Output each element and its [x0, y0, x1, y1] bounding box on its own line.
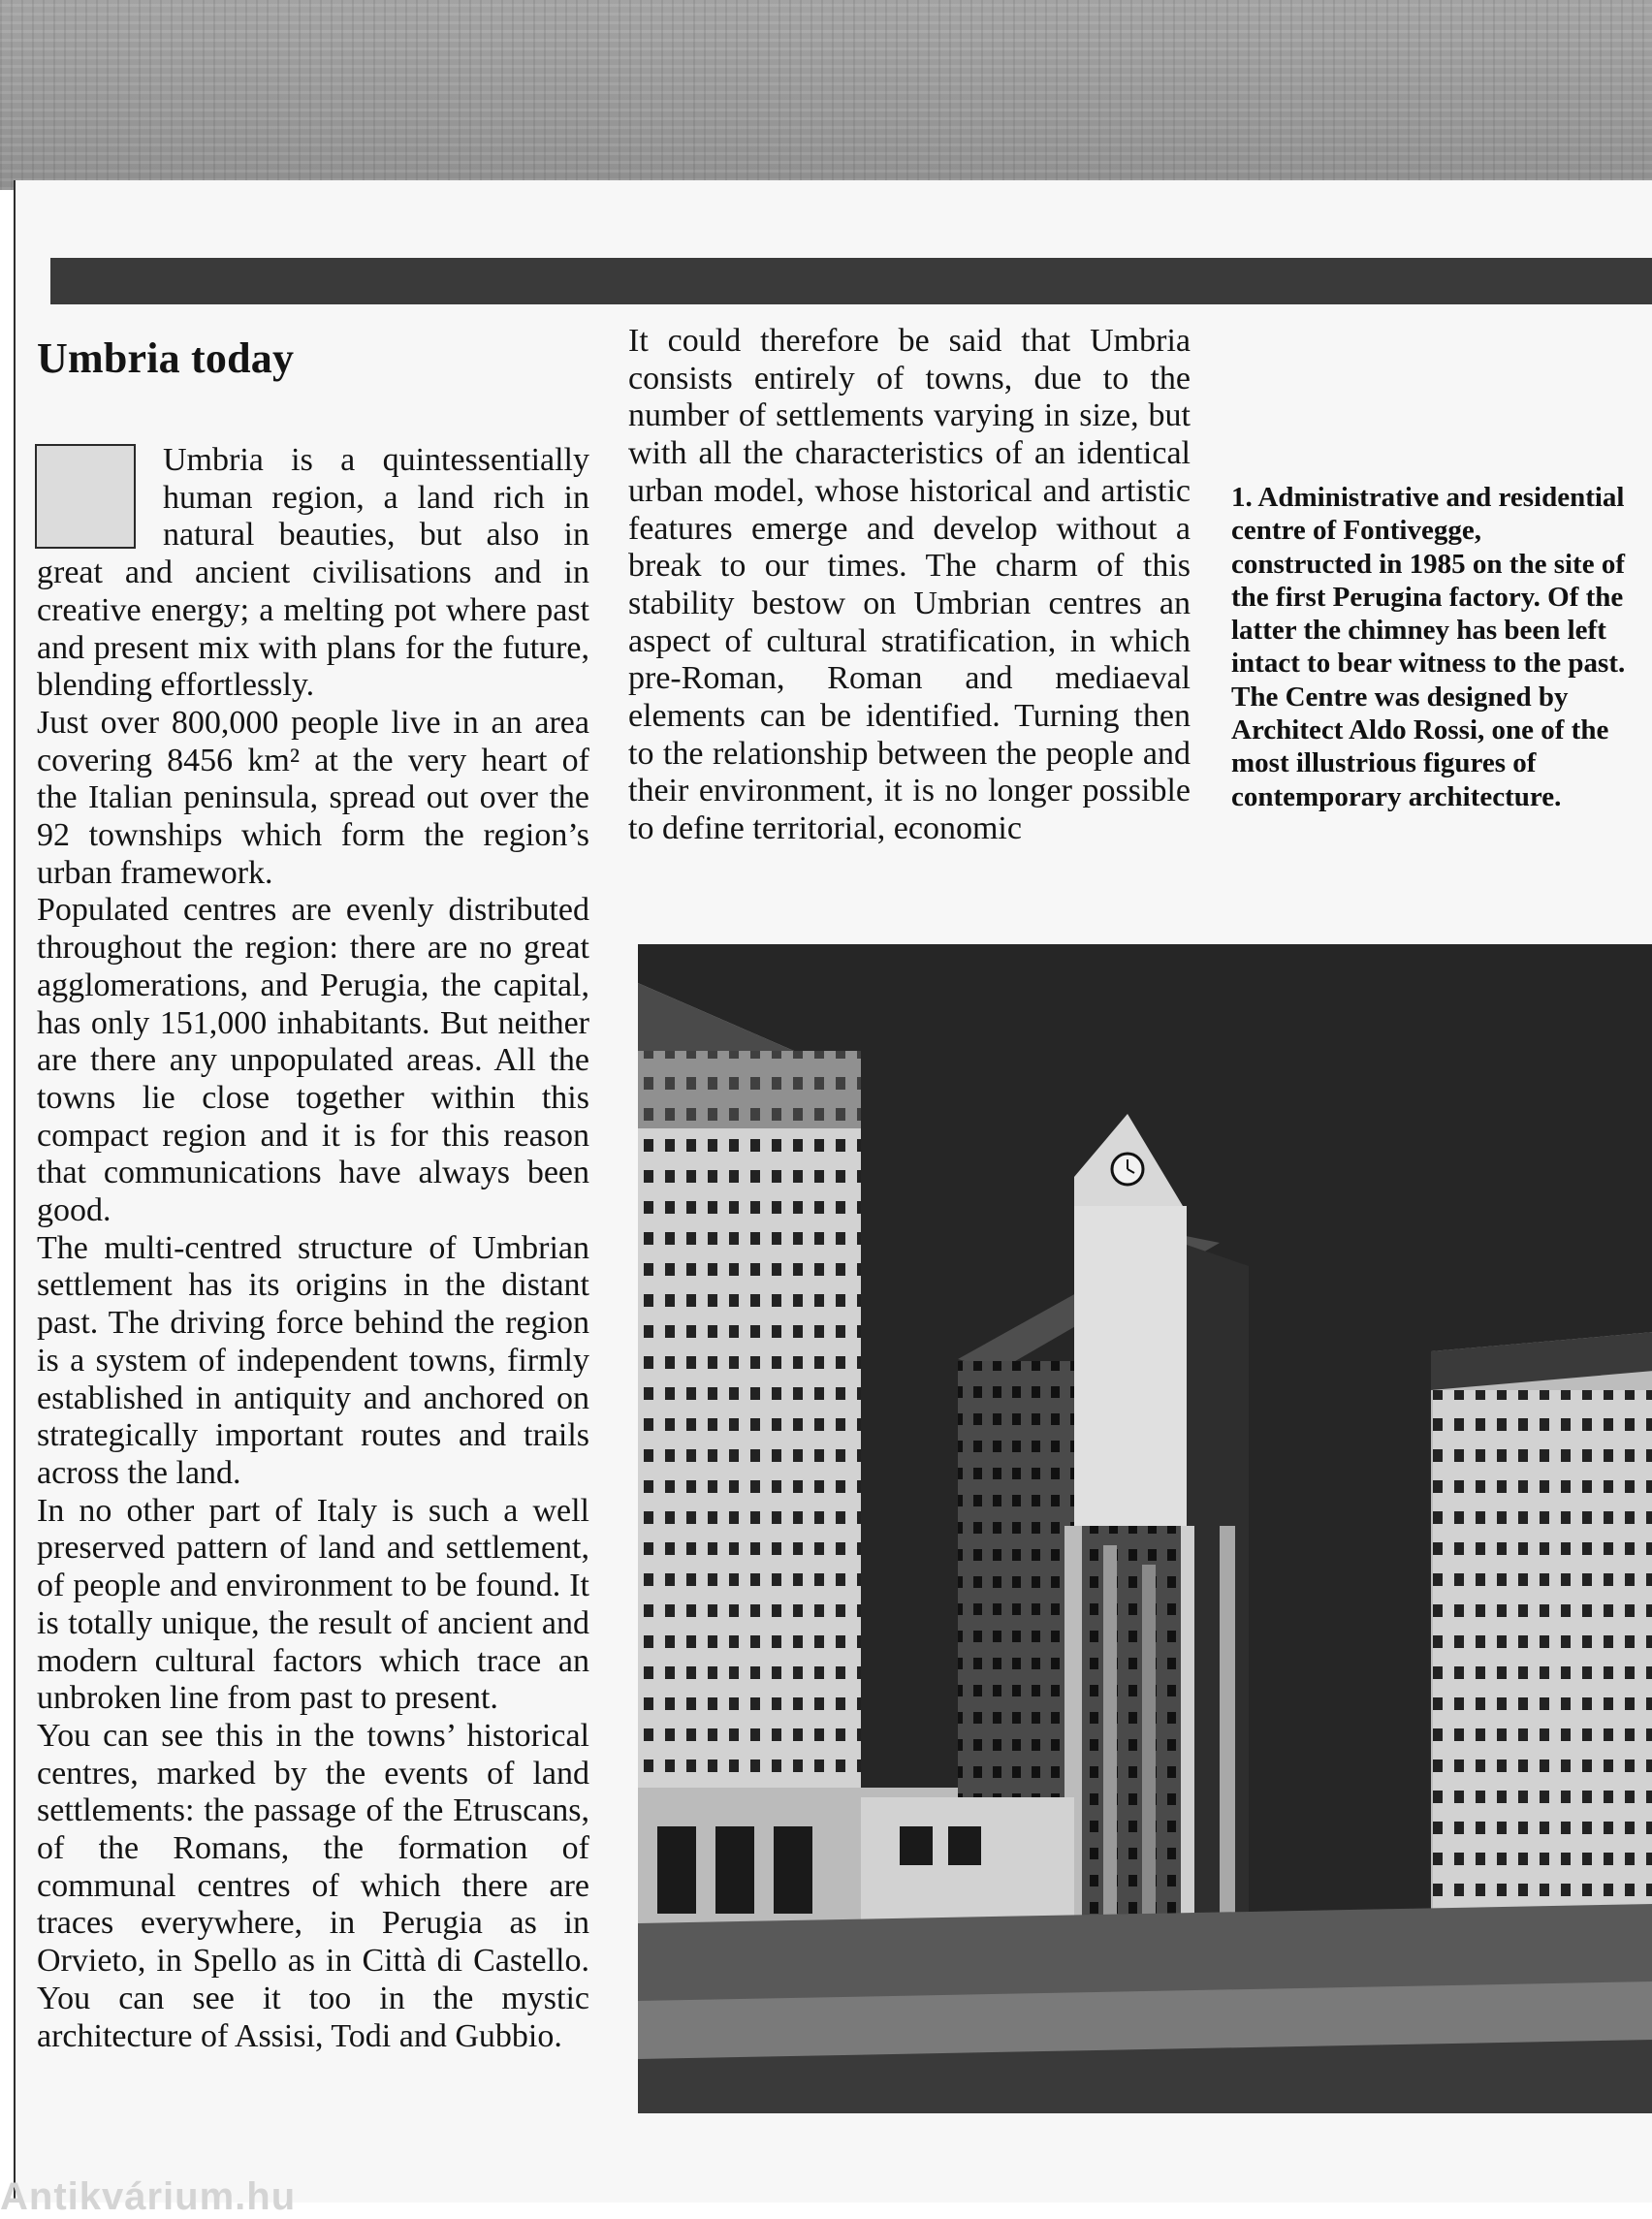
article-title: Umbria today	[37, 334, 295, 382]
paragraph: Populated centres are evenly distributed throughout the region: there are no great agglomerations, and Perugia, the capital, has only 151,000 inhabitants. But neither are there any unpopulated areas. All the towns lie close together within this compact region and it is for this reason that communications have always been good.	[37, 892, 589, 1229]
drop-cap-spacer	[37, 442, 163, 555]
photo-caption: 1. Administrative and residential centre of Fontivegge, constructed in 1985 on the site of the first Perugina factory. Of the latter the chimney has been left intact to bear witness to the past. The Centre was designed by Architect Aldo Rossi, one of the most illustrious figures of contemporary architecture.	[1231, 482, 1626, 812]
text-column-right	[628, 323, 1191, 852]
text-column-left	[37, 442, 589, 2055]
paragraph: The multi-centred structure of Umbrian settlement has its origins in the distant past. The driving force behind the region is a system of independent towns, firmly established in antiquity and anchored on strategically important routes and trails across the land.	[37, 1229, 589, 1491]
book-page	[14, 180, 1652, 2203]
paragraph: You can see this in the towns’ historical centres, marked by the events of land settlements: the passage of the Etruscans, of the Romans, the formation of communal centres of which there are traces everywhere, in Perugia as in Orvieto, in Spello as in Città di Castello. You can see it too in the mystic architecture of Assisi, Todi and Gubbio.	[37, 1717, 589, 2054]
paragraph: In no other part of Italy is such a well preserved pattern of land and settlement, of people and environment to be found. It is totally unique, the result of ancient and modern cultural factors which trace an unbroken line from past to present.	[37, 1492, 589, 1717]
header-bar	[50, 258, 1652, 304]
background-surface	[0, 0, 1652, 190]
architecture-photo	[638, 944, 1652, 2113]
paragraph: It could therefore be said that Umbria consists entirely of towns, due to the number of settlements varying in size, but with all the characteristics of an identical urban model, whose historical and artistic features emerge and develop without a break to our times. The charm of this stability bestow on Umbrian centres an aspect of cultural stratification, in which pre-Roman, Roman and mediaeval elements can be identified. Turning then to the relationship between the people and their environment, it is no longer possible to define territorial, economic	[628, 323, 1191, 847]
paragraph: Just over 800,000 people live in an area covering 8456 km² at the very heart of the Italian peninsula, spread out over the 92 townships which form the region’s urban framework.	[37, 704, 589, 891]
paragraph: Umbria is a quintessentially human region, a land rich in natural beauties, but also in great and ancient civilisations and in creative energy; a melting pot where past and present mix with plans for the future, blending effortlessly.	[37, 442, 589, 704]
watermark: Antikvárium.hu	[0, 2175, 297, 2218]
